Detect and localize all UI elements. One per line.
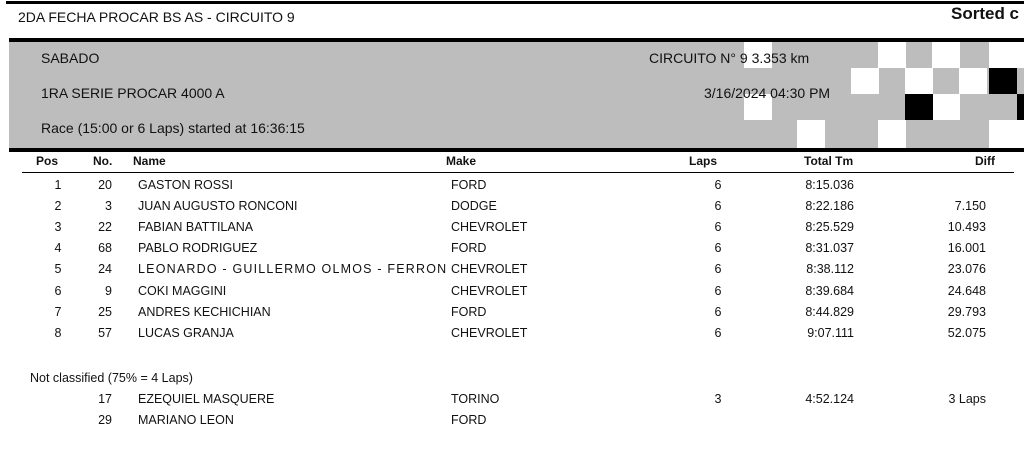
cell-no: 24 [98, 262, 112, 277]
cell-make: CHEVROLET [451, 325, 528, 340]
cell-make: FORD [451, 178, 487, 192]
banner-day: SABADO [41, 50, 100, 66]
cell-pos: 5 [54, 262, 62, 277]
cell-diff: 23.076 [947, 262, 986, 277]
cell-name: MARIANO LEON [138, 413, 234, 428]
table-row [0, 175, 1024, 196]
table-row [0, 238, 1024, 259]
cell-no: 22 [98, 220, 112, 235]
not-classified-label: Not classified (75% = 4 Laps) [30, 371, 193, 385]
cell-no: 68 [98, 241, 112, 256]
cell-laps: 6 [714, 199, 722, 214]
table-row [0, 323, 1024, 344]
cell-make: CHEVROLET [451, 262, 528, 277]
cell-total: 8:25.529 [805, 220, 854, 235]
cell-make: FORD [451, 241, 487, 256]
cell-diff: 29.793 [947, 304, 986, 319]
cell-make: FORD [451, 413, 487, 428]
cell-pos: 1 [54, 178, 62, 192]
cell-diff: 52.075 [947, 325, 986, 340]
col-header-no: No. [93, 154, 113, 168]
table-row [0, 217, 1024, 238]
cell-pos: 4 [54, 241, 62, 256]
top-rule [6, 1, 1024, 4]
col-header-diff: Diff [975, 154, 995, 168]
cell-total: 8:15.036 [805, 178, 854, 192]
cell-make: DODGE [451, 199, 497, 214]
cell-diff: 7.150 [954, 199, 986, 214]
cell-name: EZEQUIEL MASQUERE [138, 392, 275, 406]
cell-pos: 8 [54, 325, 62, 340]
cell-diff: 10.493 [947, 220, 986, 235]
cell-laps: 6 [714, 304, 722, 319]
cell-laps: 6 [714, 220, 722, 235]
cell-make: TORINO [451, 392, 500, 406]
document-title: 2DA FECHA PROCAR BS AS - CIRCUITO 9 [18, 9, 295, 25]
cell-diff: 3 Laps [948, 392, 986, 406]
cell-total: 8:38.112 [806, 262, 854, 277]
cell-laps: 6 [714, 283, 722, 298]
cell-name: LUCAS GRANJA [138, 325, 234, 340]
banner-race-info: Race (15:00 or 6 Laps) started at 16:36:15 [41, 120, 305, 136]
table-row [0, 302, 1024, 323]
cell-total: 8:44.829 [805, 304, 854, 319]
cell-laps: 6 [714, 325, 722, 340]
cell-pos: 3 [54, 220, 62, 235]
cell-name: COKI MAGGINI [138, 283, 227, 298]
race-banner [9, 38, 1024, 152]
cell-make: FORD [451, 304, 487, 319]
cell-diff: 16.001 [947, 241, 986, 256]
cell-total: 8:39.684 [805, 283, 854, 298]
cell-name: FABIAN BATTILANA [138, 220, 254, 235]
banner-series: 1RA SERIE PROCAR 4000 A [41, 85, 225, 101]
cell-total: 8:22.186 [805, 199, 854, 214]
cell-no: 9 [105, 283, 112, 298]
cell-no: 57 [98, 325, 112, 340]
cell-no: 3 [105, 199, 112, 214]
cell-name: LEONARDO - GUILLERMO OLMOS - FERRON [138, 262, 448, 277]
cell-laps: 3 [714, 392, 722, 406]
header-divider [22, 172, 1014, 173]
cell-laps: 6 [714, 241, 722, 256]
cell-pos: 6 [54, 283, 62, 298]
cell-make: CHEVROLET [451, 283, 528, 298]
cell-make: CHEVROLET [451, 220, 528, 235]
cell-total: 8:31.037 [805, 241, 854, 256]
cell-no: 25 [98, 304, 112, 319]
col-header-make: Make [446, 154, 477, 168]
cell-total: 9:07.111 [807, 325, 854, 340]
banner-datetime: 3/16/2024 04:30 PM [704, 85, 831, 101]
table-row [0, 410, 1024, 431]
sorted-label: Sorted c [951, 4, 1020, 23]
col-header-laps: Laps [689, 154, 718, 168]
cell-pos: 7 [54, 304, 62, 319]
table-row [0, 281, 1024, 302]
cell-no: 17 [98, 392, 112, 406]
cell-diff: 24.648 [947, 283, 986, 298]
col-header-total: Total Tm [804, 154, 854, 168]
cell-no: 20 [98, 178, 112, 192]
col-header-name: Name [133, 154, 166, 168]
cell-no: 29 [98, 413, 112, 428]
table-row [0, 259, 1024, 280]
table-row [0, 196, 1024, 217]
cell-name: ANDRES KECHICHIAN [138, 304, 271, 319]
table-row [0, 389, 1024, 410]
cell-laps: 6 [714, 178, 722, 192]
cell-name: PABLO RODRIGUEZ [138, 241, 258, 256]
cell-laps: 6 [714, 262, 722, 277]
cell-name: GASTON ROSSI [138, 178, 233, 192]
col-header-pos: Pos [36, 154, 59, 168]
cell-name: JUAN AUGUSTO RONCONI [138, 199, 298, 214]
cell-total: 4:52.124 [805, 392, 854, 406]
cell-pos: 2 [54, 199, 62, 214]
banner-circuit: CIRCUITO N° 9 3.353 km [649, 50, 810, 66]
